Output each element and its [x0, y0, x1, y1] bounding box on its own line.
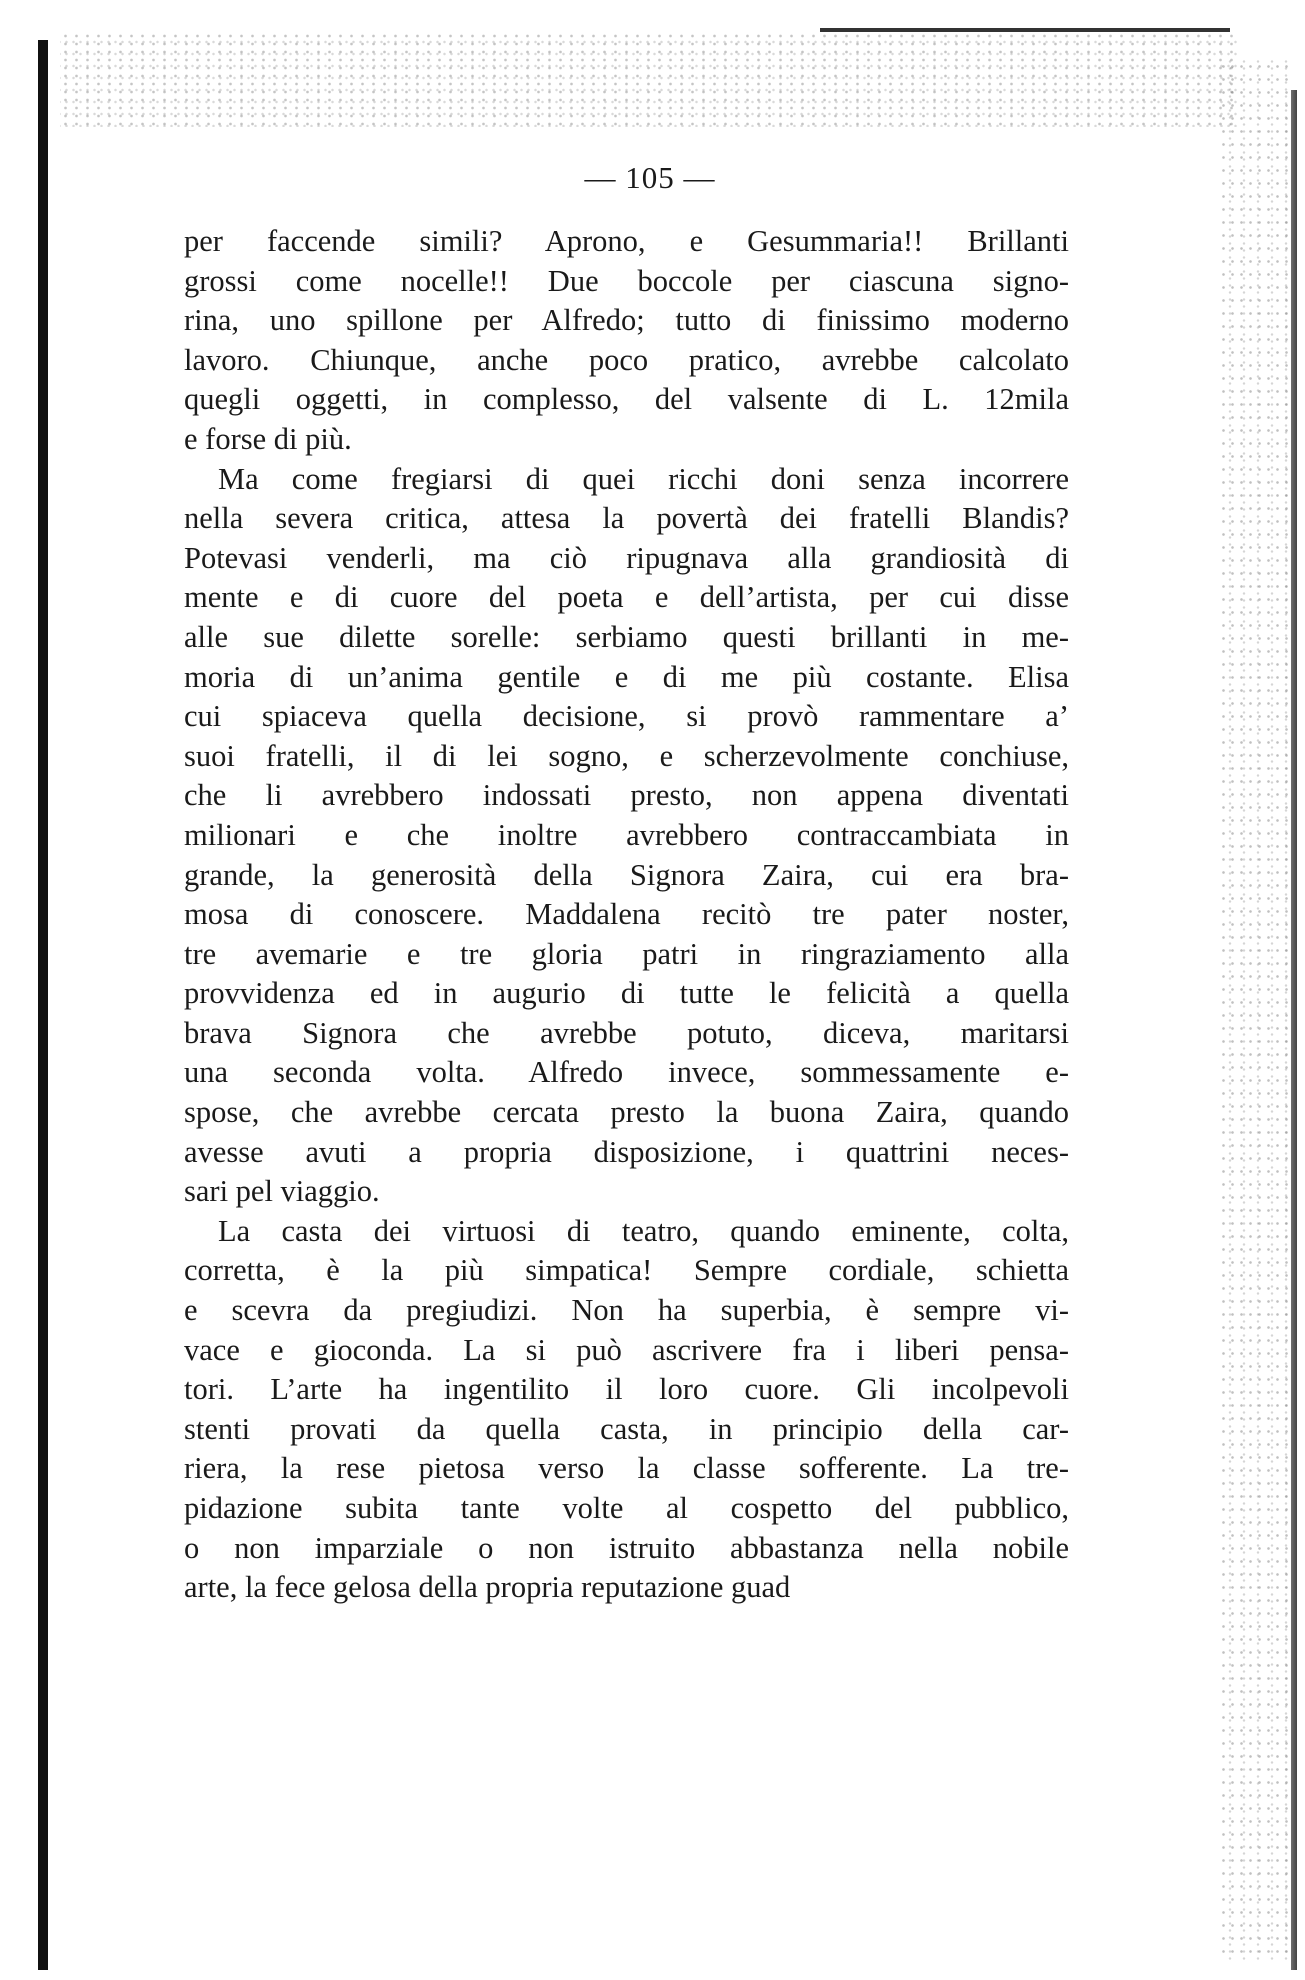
text-line: lavoro. Chiunque, anche poco pratico, avrebbe calcolato: [184, 342, 1069, 377]
text-line: stenti provati da quella casta, in principio della car-: [184, 1411, 1069, 1446]
text-line: Ma come fregiarsi di quei ricchi doni senza incorrere: [218, 461, 1069, 496]
text-line: mente e di cuore del poeta e dell’artista, per cui disse: [184, 580, 1069, 615]
scan-left-border: [38, 40, 48, 1970]
text-line: e scevra da pregiudizi. Non ha superbia, è sempre vi-: [184, 1293, 1069, 1328]
text-line: che li avrebbero indossati presto, non appena diventati: [184, 778, 1069, 813]
text-line: o non imparziale o non istruito abbastanza nella nobile: [184, 1530, 1069, 1565]
text-line: moria di un’anima gentile e di me più costante. Elisa: [184, 659, 1069, 694]
text-line: alle sue dilette sorelle: serbiamo questi brillanti in me-: [184, 619, 1069, 654]
text-line: arte, la fece gelosa della propria reputazione guad: [184, 1570, 791, 1605]
scan-noise-top: [60, 32, 1240, 127]
text-line: nella severa critica, attesa la povertà dei fratelli Blandis?: [184, 501, 1069, 536]
text-line: Potevasi venderli, ma ciò ripugnava alla grandiosità di: [184, 540, 1069, 575]
text-line: provvidenza ed in augurio di tutte le felicità a quella: [184, 976, 1069, 1011]
text-line: tre avemarie e tre gloria patri in ringraziamento alla: [184, 936, 1069, 971]
text-line: tori. L’arte ha ingentilito il loro cuore. Gli incolpevoli: [184, 1372, 1069, 1407]
scan-edge-line: [820, 28, 1230, 32]
text-line: grossi come nocelle!! Due boccole per ciascuna signo-: [184, 263, 1069, 298]
text-line: vace e gioconda. La si può ascrivere fra i liberi pensa-: [184, 1332, 1069, 1367]
text-line: mosa di conoscere. Maddalena recitò tre pater noster,: [184, 897, 1069, 932]
text-line: cui spiaceva quella decisione, si provò rammentare a’: [184, 699, 1069, 734]
text-line: rina, uno spillone per Alfredo; tutto di finissimo moderno: [184, 303, 1069, 338]
scan-right-border: [1291, 90, 1297, 1970]
text-line: corretta, è la più simpatica! Sempre cordiale, schietta: [184, 1253, 1069, 1288]
body-text: [184, 222, 1069, 1608]
text-line: suoi fratelli, il di lei sogno, e scherzevolmente conchiuse,: [184, 738, 1069, 773]
text-line: una seconda volta. Alfredo invece, sommessamente e-: [184, 1055, 1069, 1090]
text-line: riera, la rese pietosa verso la classe sofferente. La tre-: [184, 1451, 1069, 1486]
text-line: La casta dei virtuosi di teatro, quando eminente, colta,: [218, 1213, 1069, 1248]
text-line: per faccende simili? Aprono, e Gesummaria!! Brillanti: [184, 224, 1069, 258]
text-line: brava Signora che avrebbe potuto, diceva, maritarsi: [184, 1015, 1069, 1050]
text-line: pidazione subita tante volte al cospetto del pubblico,: [184, 1491, 1069, 1525]
text-line: grande, la generosità della Signora Zaira, cui era bra-: [184, 857, 1069, 892]
text-line: quegli oggetti, in complesso, del valsente di L. 12mila: [184, 382, 1069, 417]
text-line: avesse avuti a propria disposizione, i quattrini neces-: [184, 1134, 1069, 1169]
text-line: spose, che avrebbe cercata presto la buona Zaira, quando: [184, 1095, 1069, 1130]
scan-noise-right: [1219, 60, 1289, 1960]
text-line: sari pel viaggio.: [184, 1174, 380, 1209]
page-number: — 105 —: [584, 160, 716, 195]
text-line: e forse di più.: [184, 421, 352, 456]
text-line: milionari e che inoltre avrebbero contraccambiata in: [184, 817, 1069, 852]
